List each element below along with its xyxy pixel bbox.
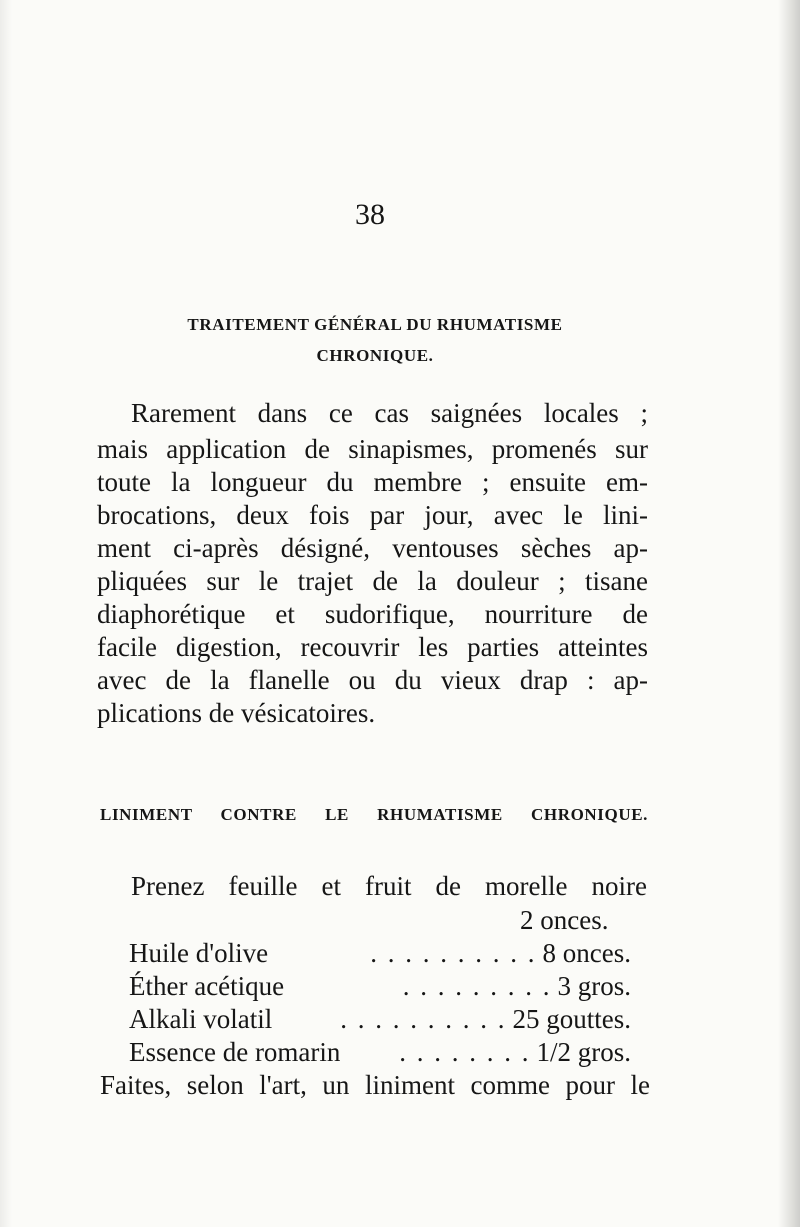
paragraph-line: diaphorétique et sudorifique, nourriture de bbox=[97, 599, 648, 629]
paragraph-line: Rarement dans ce cas saignées locales ; bbox=[131, 398, 648, 428]
section-title-continued: CHRONIQUE. bbox=[316, 346, 434, 365]
paragraph-line: Faites, selon l'art, un liniment comme pour le bbox=[100, 1070, 650, 1100]
ingredient-name: Huile d'olive bbox=[129, 938, 269, 968]
ingredient-name: Éther acétique bbox=[129, 971, 285, 1001]
paragraph-line: pliquées sur le trajet de la douleur ; tisane bbox=[97, 566, 648, 596]
recipe-intro: Prenez feuille et fruit de morelle noire bbox=[131, 871, 647, 901]
ingredient-name: Essence de romarin bbox=[129, 1037, 341, 1067]
recipe-intro-quantity: 2 onces. bbox=[520, 905, 609, 935]
recipe-item bbox=[129, 969, 631, 1003]
recipe-item bbox=[129, 936, 631, 970]
leader-dots: . . . . . . . . . . bbox=[370, 938, 537, 968]
paragraph-line: brocations, deux fois par jour, avec le lini- bbox=[97, 500, 648, 530]
paragraph-line: avec de la flanelle ou du vieux drap : ap- bbox=[97, 665, 648, 695]
ingredient-quantity: 8 onces. bbox=[542, 938, 631, 968]
recipe-item bbox=[129, 1035, 631, 1069]
recipe-item bbox=[129, 1002, 631, 1036]
paragraph-line: mais application de sinapismes, promenés sur bbox=[97, 434, 648, 464]
section-title: TRAITEMENT GÉNÉRAL DU RHUMATISME bbox=[187, 315, 563, 334]
paragraph-line: plications de vésicatoires. bbox=[97, 698, 376, 728]
page-shadow-left bbox=[0, 0, 12, 1227]
page-number: 38 bbox=[355, 198, 385, 231]
page-shadow-right bbox=[778, 0, 800, 1227]
ingredient-quantity: 3 gros. bbox=[557, 971, 631, 1001]
recipe-title: LINIMENT CONTRE LE RHUMATISME CHRONIQUE. bbox=[100, 805, 648, 824]
paragraph-line: ment ci-après désigné, ventouses sèches ap- bbox=[97, 533, 648, 563]
ingredient-name: Alkali volatil bbox=[129, 1004, 273, 1034]
ingredient-quantity: 25 gouttes. bbox=[512, 1004, 631, 1034]
paragraph-line: toute la longueur du membre ; ensuite em- bbox=[97, 467, 648, 497]
leader-dots: . . . . . . . . . bbox=[402, 971, 552, 1001]
leader-dots: . . . . . . . . . . bbox=[340, 1004, 507, 1034]
paragraph-line: facile digestion, recouvrir les parties atteintes bbox=[97, 632, 648, 662]
ingredient-quantity: 1/2 gros. bbox=[536, 1037, 631, 1067]
leader-dots: . . . . . . . . bbox=[399, 1037, 531, 1067]
